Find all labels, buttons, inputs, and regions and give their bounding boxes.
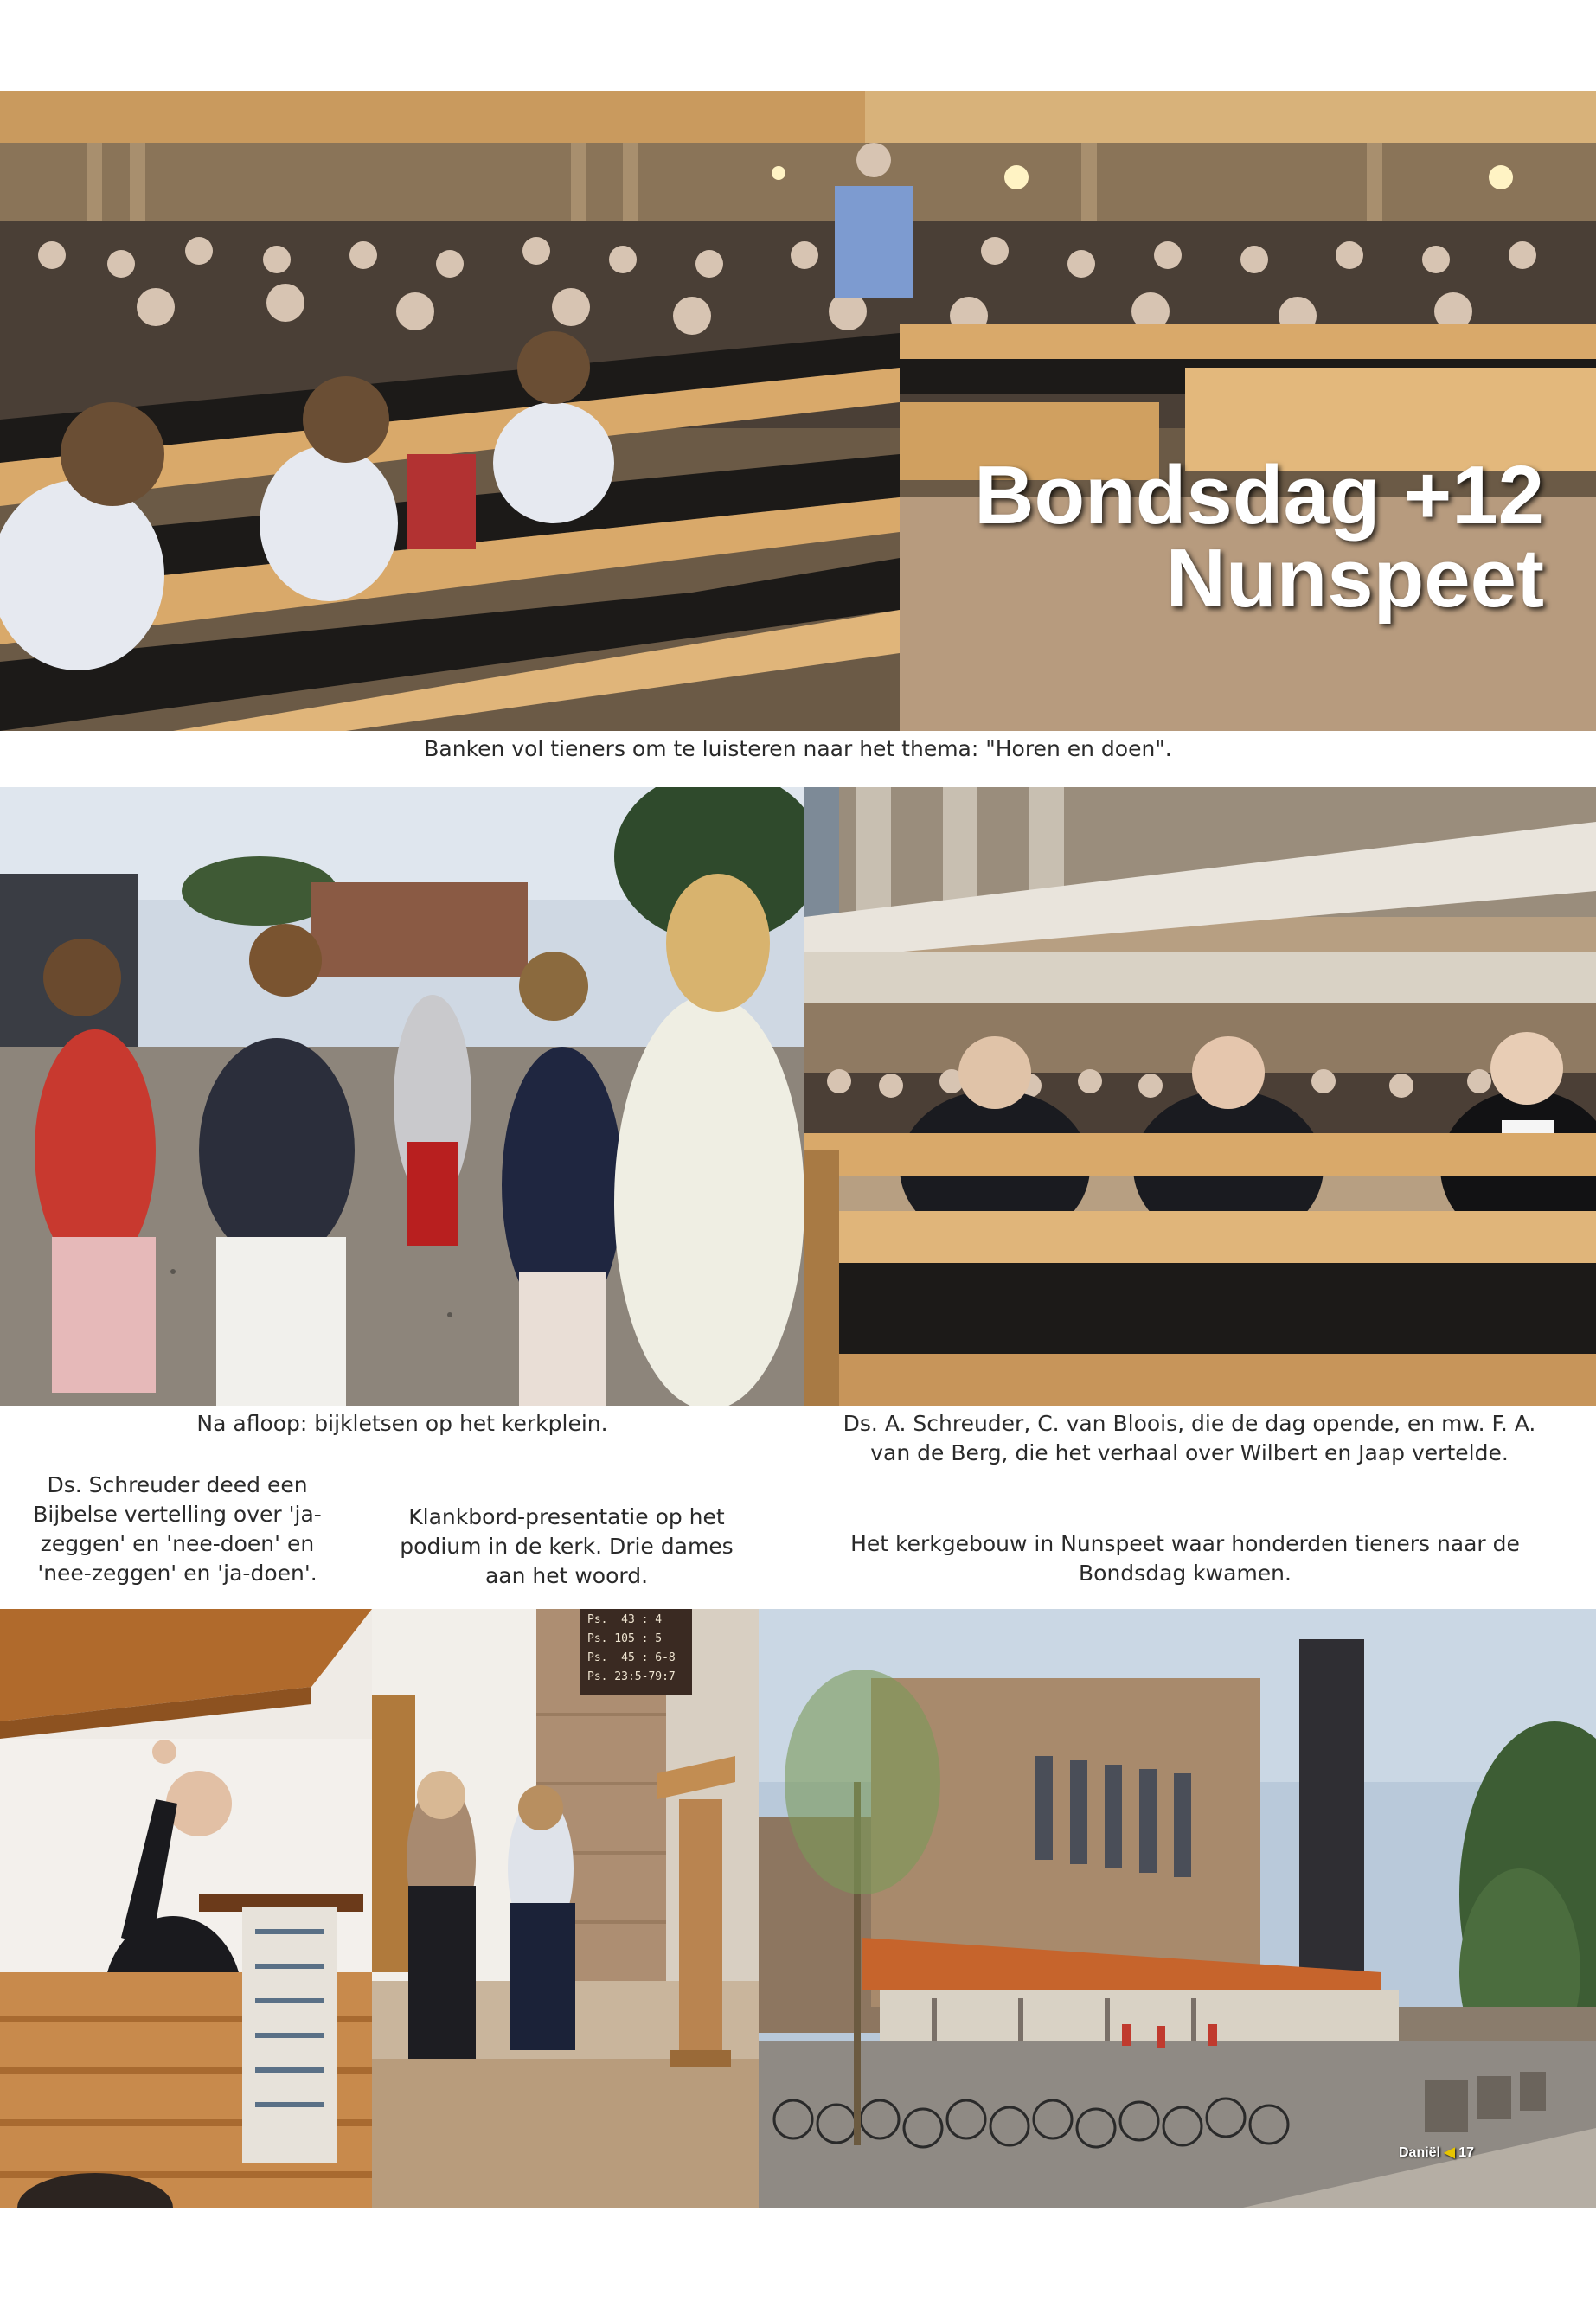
page-title [900, 449, 1544, 625]
folio-marker-icon: ◀ [1444, 2145, 1455, 2160]
hymn-board [584, 1611, 688, 1690]
page-folio [1399, 2144, 1474, 2161]
caption-churchyard: Na afloop: bijkletsen op het kerkplein. [196, 1411, 608, 1436]
caption-podium: Klankbord-presentatie op het podium in de kerk. Drie dames aan het woord. [400, 1504, 734, 1588]
photo-church-building [759, 1609, 1596, 2208]
hymn-line-1: Ps. 43 : 4 [587, 1613, 663, 1626]
photo-churchyard [0, 787, 804, 1406]
folio-magazine-name: Daniël [1399, 2145, 1441, 2160]
title-line-1: Bondsdag +12 [974, 449, 1544, 542]
photo-podium [372, 1609, 759, 2208]
folio-page-number: 17 [1458, 2145, 1475, 2160]
photo-preacher [0, 1609, 372, 2208]
hymn-line-2: Ps. 105 : 5 [587, 1632, 663, 1645]
title-line-2: Nunspeet [1165, 532, 1544, 625]
caption-speakers: Ds. A. Schreuder, C. van Bloois, die de dag opende, en mw. F. A. van de Berg, die het verhaal over Wilbert en Jaap vertelde. [843, 1411, 1536, 1465]
photo-speakers-pews [804, 787, 1596, 1406]
hymn-line-4: Ps. 23:5-79:7 [587, 1670, 676, 1683]
caption-preacher: Ds. Schreuder deed een Bijbelse vertelling over 'ja-zeggen' en 'nee-doen' en 'nee-zeggen' en 'ja-doen'. [33, 1472, 322, 1586]
caption-top: Banken vol tieners om te luisteren naar het thema: "Horen en doen". [424, 736, 1172, 761]
photo-auditorium [0, 91, 1596, 731]
hymn-line-3: Ps. 45 : 6-8 [587, 1651, 676, 1664]
caption-building: Het kerkgebouw in Nunspeet waar honderden tieners naar de Bondsdag kwamen. [850, 1531, 1520, 1586]
